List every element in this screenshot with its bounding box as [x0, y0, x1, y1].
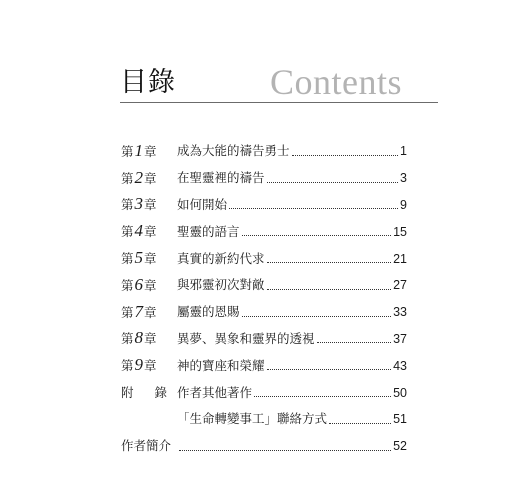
chapter-suffix: 章: [144, 331, 157, 347]
appendix-label: [121, 385, 177, 401]
chapter-number: 3: [134, 194, 144, 214]
header-divider: [120, 102, 438, 103]
chapter-number: 5: [134, 248, 144, 268]
page-number: 51: [393, 412, 407, 427]
chapter-label: [121, 301, 177, 321]
chapter-suffix: 章: [144, 277, 157, 293]
dot-leader: [267, 289, 392, 290]
chapter-number: 1: [134, 140, 144, 160]
page-number: 9: [400, 197, 407, 212]
dot-leader: [292, 155, 399, 156]
chapter-title: 真實的新約代求: [177, 250, 265, 266]
toc-entry-chapter-6[interactable]: [121, 272, 407, 299]
toc-entry-chapter-3[interactable]: [121, 192, 407, 219]
dot-leader: [242, 316, 392, 317]
toc-entry-chapter-9[interactable]: [121, 352, 407, 379]
chapter-label: [121, 167, 177, 187]
page-title-english: Contents: [269, 62, 402, 102]
toc-entry-contact[interactable]: [121, 406, 407, 433]
page-number: 21: [393, 251, 407, 266]
page-number: 52: [393, 439, 407, 454]
toc-entry-author[interactable]: [121, 433, 407, 460]
page-number: 27: [393, 278, 407, 293]
chapter-prefix: 第: [121, 143, 134, 159]
dot-leader: [254, 396, 391, 397]
contents-header: [120, 62, 438, 106]
dot-leader: [242, 235, 392, 236]
appendix-label-second: 錄: [154, 384, 167, 400]
chapter-number: 2: [134, 167, 144, 187]
toc-entry-chapter-2[interactable]: [121, 165, 407, 192]
dot-leader: [317, 342, 392, 343]
chapter-suffix: 章: [144, 143, 157, 159]
dot-leader: [267, 182, 399, 183]
chapter-prefix: 第: [121, 197, 134, 213]
chapter-suffix: 章: [144, 251, 157, 267]
toc-entry-appendix[interactable]: [121, 379, 407, 406]
page-number: 1: [400, 144, 407, 159]
page-number: 3: [400, 171, 407, 186]
chapter-title: 神的寶座和榮耀: [177, 357, 265, 373]
chapter-prefix: 第: [121, 304, 134, 320]
chapter-prefix: 第: [121, 251, 134, 267]
chapter-label: [121, 330, 177, 347]
chapter-prefix: 第: [121, 170, 134, 186]
toc-entry-chapter-8[interactable]: [121, 326, 407, 353]
appendix-title: 作者其他著作: [177, 384, 253, 400]
dot-leader: [229, 208, 398, 209]
chapter-title: 如何開始: [177, 196, 228, 212]
author-title: 作者簡介: [121, 438, 172, 454]
dot-leader: [267, 262, 392, 263]
page-number: 33: [393, 305, 407, 320]
toc-entry-chapter-1[interactable]: [121, 138, 407, 165]
chapter-label: [121, 140, 177, 160]
chapter-number: 7: [134, 301, 144, 321]
chapter-title: 在聖靈裡的禱告: [177, 170, 265, 186]
chapter-number: 8: [134, 328, 144, 348]
chapter-label: [121, 357, 177, 374]
appendix-label-first: 附: [121, 384, 134, 400]
chapter-title: 異夢、異象和靈界的透視: [177, 330, 315, 346]
chapter-suffix: 章: [144, 358, 157, 374]
chapter-prefix: 第: [121, 358, 134, 374]
chapter-prefix: 第: [121, 331, 134, 347]
toc-entry-chapter-5[interactable]: [121, 245, 407, 272]
page-title-chinese: 目錄: [120, 67, 176, 98]
chapter-label: [121, 250, 177, 267]
chapter-label: [121, 223, 177, 240]
dot-leader: [267, 369, 392, 370]
chapter-title: 聖靈的語言: [177, 223, 240, 239]
chapter-suffix: 章: [144, 197, 157, 213]
chapter-suffix: 章: [144, 224, 157, 240]
chapter-label: [121, 274, 177, 294]
chapter-number: 4: [134, 221, 144, 241]
chapter-title: 與邪靈初次對敵: [177, 277, 265, 293]
chapter-suffix: 章: [144, 304, 157, 320]
chapter-suffix: 章: [144, 170, 157, 186]
page-number: 15: [393, 224, 407, 239]
dot-leader: [329, 423, 391, 424]
dot-leader: [179, 450, 391, 451]
toc-entry-chapter-4[interactable]: [121, 218, 407, 245]
chapter-label: [121, 196, 177, 213]
page-number: 37: [393, 331, 407, 346]
contact-title: 「生命轉變事工」聯絡方式: [177, 411, 328, 427]
table-of-contents: [121, 138, 407, 460]
page-number: 43: [393, 358, 407, 373]
chapter-number: 9: [134, 355, 144, 375]
chapter-number: 6: [134, 274, 144, 294]
chapter-title: 成為大能的禱告勇士: [177, 143, 290, 159]
chapter-prefix: 第: [121, 277, 134, 293]
toc-entry-chapter-7[interactable]: [121, 299, 407, 326]
chapter-title: 屬靈的恩賜: [177, 304, 240, 320]
page-number: 50: [393, 385, 407, 400]
chapter-prefix: 第: [121, 224, 134, 240]
